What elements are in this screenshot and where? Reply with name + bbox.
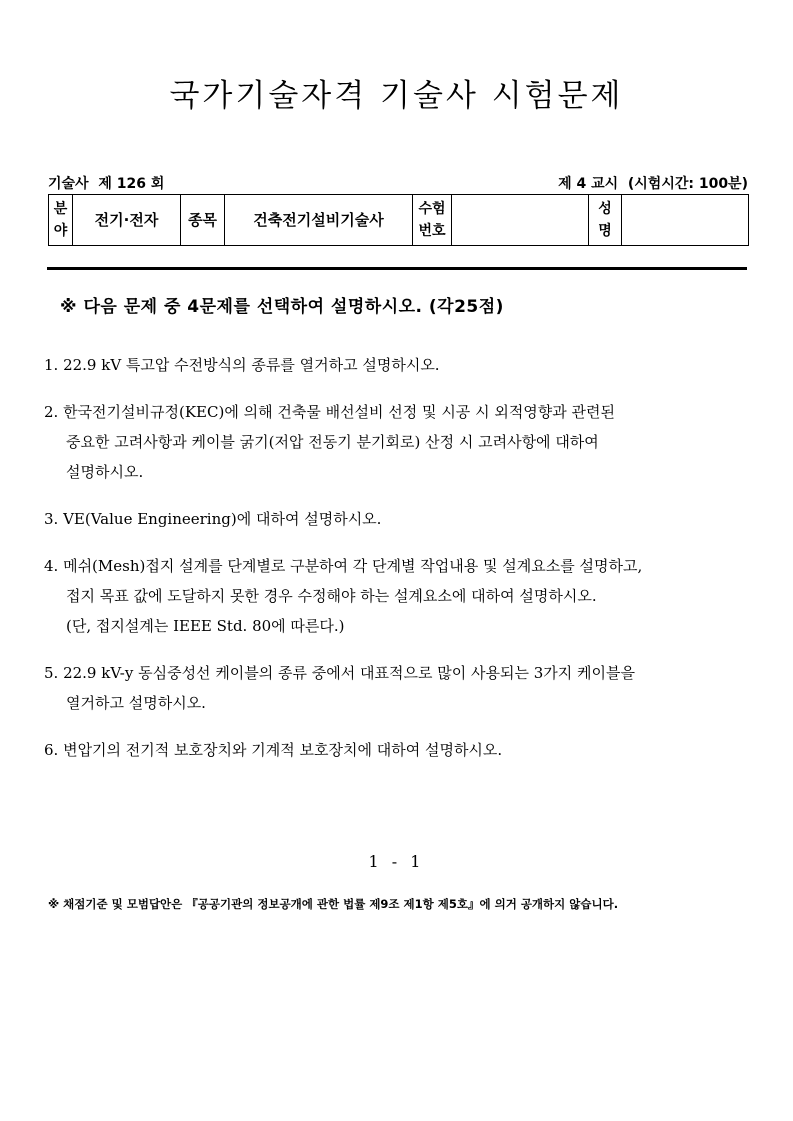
question-4-line-3: (단, 접지설계는 IEEE Std. 80에 따른다.) xyxy=(66,617,345,635)
category-label: 종목 xyxy=(181,195,225,246)
exam-number-label xyxy=(413,195,452,246)
question-1-line-1: 1. 22.9 kV 특고압 수전방식의 종류를 열거하고 설명하시오. xyxy=(44,356,440,374)
exam-session: 기술사 제 126 회 xyxy=(48,176,165,192)
question-2-line-3: 설명하시오. xyxy=(66,463,144,481)
question-3-line-1: 3. VE(Value Engineering)에 대하여 설명하시오. xyxy=(44,510,382,528)
exam-period: 제 4 교시 (시험시간: 100분) xyxy=(558,176,748,192)
question-4 xyxy=(44,551,749,641)
header-divider xyxy=(47,267,747,270)
field-label xyxy=(49,195,73,246)
question-2-line-1: 2. 한국전기설비규정(KEC)에 의해 건축물 배선설비 선정 및 시공 시 외적영향과 관련된 xyxy=(44,403,616,421)
name-label-line-1: 성 xyxy=(598,201,612,217)
page-number: 1 - 1 xyxy=(368,852,425,871)
question-4-line-1: 4. 메쉬(Mesh)접지 설계를 단계별로 구분하여 각 단계별 작업내용 및 설계요소를 설명하고, xyxy=(44,557,643,575)
name-label-line-2: 명 xyxy=(598,223,612,239)
name-field[interactable] xyxy=(622,195,749,246)
name-label xyxy=(589,195,622,246)
footer-note: ※ 채점기준 및 모범답안은 『공공기관의 정보공개에 관한 법률 제9조 제1항 제5호』에 의거 공개하지 않습니다. xyxy=(48,897,619,911)
field-label-line-2: 야 xyxy=(53,223,68,239)
question-4-line-2: 접지 목표 값에 도달하지 못한 경우 수정해야 하는 설계요소에 대하여 설명하시오. xyxy=(66,587,597,605)
question-3 xyxy=(44,504,749,534)
question-5-line-1: 5. 22.9 kV-y 동심중성선 케이블의 종류 중에서 대표적으로 많이 사용되는 3가지 케이블을 xyxy=(44,664,635,682)
exam-number-field[interactable] xyxy=(452,195,589,246)
question-1 xyxy=(44,350,749,380)
question-5 xyxy=(44,658,749,718)
exam-number-label-line-2: 번호 xyxy=(418,223,446,239)
field-label-line-1: 분 xyxy=(53,201,68,217)
question-2 xyxy=(44,397,749,487)
question-6 xyxy=(44,735,749,765)
question-6-line-1: 6. 변압기의 전기적 보호장치와 기계적 보호장치에 대하여 설명하시오. xyxy=(44,741,503,759)
question-5-line-2: 열거하고 설명하시오. xyxy=(66,694,206,712)
instruction-text: ※ 다음 문제 중 4문제를 선택하여 설명하시오. (각25점) xyxy=(60,297,504,317)
exam-number-label-line-1: 수험 xyxy=(418,201,446,217)
question-2-line-2: 중요한 고려사항과 케이블 굵기(저압 전동기 분기회로) 산정 시 고려사항에 대하여 xyxy=(66,433,599,451)
field-value: 전기·전자 xyxy=(73,195,181,246)
category-value: 건축전기설비기술사 xyxy=(225,195,413,246)
document-title: 국가기술자격 기술사 시험문제 xyxy=(169,78,624,114)
exam-info-table xyxy=(48,194,749,246)
question-list xyxy=(44,350,749,782)
